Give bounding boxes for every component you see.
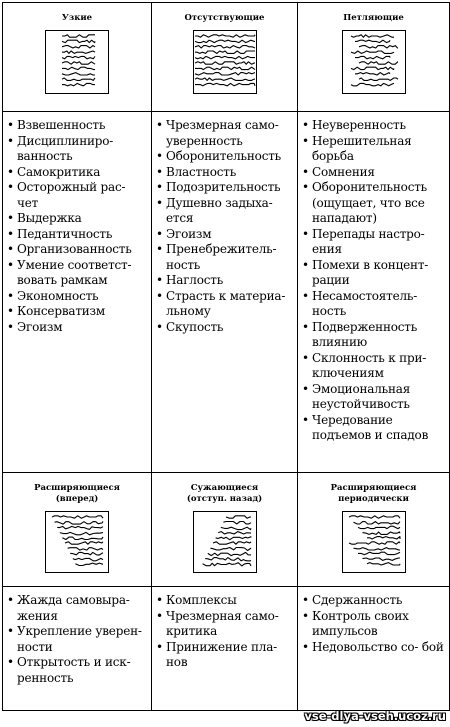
- trait-item: • Пренебрежитель- ность: [156, 242, 295, 273]
- column-title-absent: Отсутствующие: [184, 13, 265, 23]
- trait-item: • Эгоизм: [156, 227, 295, 243]
- traits-cell-absent: [152, 112, 298, 473]
- sample-row-1: [3, 3, 450, 112]
- column-title-looping: Петляющие: [343, 13, 404, 23]
- column-title-narrowing: Сужающиеся (отступ. назад): [186, 483, 263, 504]
- trait-item: • Подверженность влиянию: [302, 320, 447, 351]
- traits-cell-widening: [3, 587, 152, 711]
- trait-item: • Организованность: [7, 242, 149, 258]
- trait-item: • Недовольство со- бой: [302, 640, 447, 656]
- trait-list: [3, 112, 151, 335]
- trait-item: • Умение соответст- вовать рамкам: [7, 258, 149, 289]
- sample-row-2: [3, 473, 450, 587]
- trait-item: • Скупость: [156, 320, 295, 336]
- trait-item: • Дисциплиниро- ванность: [7, 134, 149, 165]
- traits-cell-looping: [298, 112, 450, 473]
- trait-list: [152, 112, 297, 335]
- margin-types-table: [2, 2, 450, 711]
- trait-item: • Душевно задыха- ется: [156, 196, 295, 227]
- trait-list: [298, 112, 449, 444]
- sample-page-border: [342, 31, 405, 94]
- trait-item: • Педантичность: [7, 227, 149, 243]
- traits-cell-narrow: [3, 112, 152, 473]
- trait-item: • Страсть к материа- льному: [156, 289, 295, 320]
- column-title-widening: Расширяющиеся (вперед): [34, 483, 120, 504]
- traits-cell-narrowing: [152, 587, 298, 711]
- sample-cell-narrowing: [152, 473, 298, 587]
- handwriting-sample-narrow: [45, 30, 109, 94]
- trait-item: • Подозрительность: [156, 180, 295, 196]
- sample-cell-looping: [298, 3, 450, 112]
- watermark: vse-dlya-vseh.ucoz.ru: [304, 709, 446, 723]
- trait-item: • Властность: [156, 165, 295, 181]
- trait-item: • Наглость: [156, 273, 295, 289]
- trait-item: • Неуверенность: [302, 118, 447, 134]
- trait-item: • Самокритика: [7, 165, 149, 181]
- trait-item: • Эгоизм: [7, 320, 149, 336]
- trait-item: • Выдержка: [7, 211, 149, 227]
- trait-item: • Жажда самовыра- жения: [7, 593, 149, 624]
- trait-item: • Склонность к при- ключениям: [302, 351, 447, 382]
- trait-list: [152, 587, 297, 671]
- traits-row-1: [3, 112, 450, 473]
- trait-item: • Сомнения: [302, 165, 447, 181]
- trait-item: • Чрезмерная само- критика: [156, 609, 295, 640]
- trait-item: • Оборонительность: [156, 149, 295, 165]
- trait-item: • Контроль своих импульсов: [302, 609, 447, 640]
- column-title-narrow: Узкие: [61, 13, 93, 23]
- handwriting-sample-widening: [45, 511, 109, 573]
- trait-list: [3, 587, 151, 686]
- trait-item: • Сдержанность: [302, 593, 447, 609]
- sample-cell-periodic: [298, 473, 450, 587]
- trait-item: • Чрезмерная само- уверенность: [156, 118, 295, 149]
- trait-item: • Несамостоятель- ность: [302, 289, 447, 320]
- trait-list: [298, 587, 449, 655]
- handwriting-sample-absent: [193, 30, 257, 94]
- trait-item: • Помехи в концент- рации: [302, 258, 447, 289]
- traits-row-2: [3, 587, 450, 711]
- trait-item: • Принижение пла- нов: [156, 640, 295, 671]
- trait-item: • Экономность: [7, 289, 149, 305]
- trait-item: • Эмоциональная неустойчивость: [302, 382, 447, 413]
- trait-item: • Перепады настро- ения: [302, 227, 447, 258]
- handwriting-sample-looping: [342, 30, 406, 94]
- trait-item: • Нерешительная борьба: [302, 134, 447, 165]
- trait-item: • Взвешенность: [7, 118, 149, 134]
- sample-cell-absent: [152, 3, 298, 112]
- trait-item: • Оборонительность (ощущает, что все нападают): [302, 180, 447, 227]
- sample-cell-narrow: [3, 3, 152, 112]
- trait-item: • Комплексы: [156, 593, 295, 609]
- traits-cell-periodic: [298, 587, 450, 711]
- trait-item: • Открытость и иск- ренность: [7, 655, 149, 686]
- handwriting-sample-narrowing: [193, 511, 257, 573]
- trait-item: • Осторожный рас- чет: [7, 180, 149, 211]
- trait-item: • Консерватизм: [7, 304, 149, 320]
- handwriting-sample-periodic: [342, 511, 406, 573]
- trait-item: • Чередование подъемов и спадов: [302, 413, 447, 444]
- column-title-periodic: Расширяющиеся периодически: [330, 483, 417, 504]
- sample-cell-widening: [3, 473, 152, 587]
- trait-item: • Укрепление уверен- ности: [7, 624, 149, 655]
